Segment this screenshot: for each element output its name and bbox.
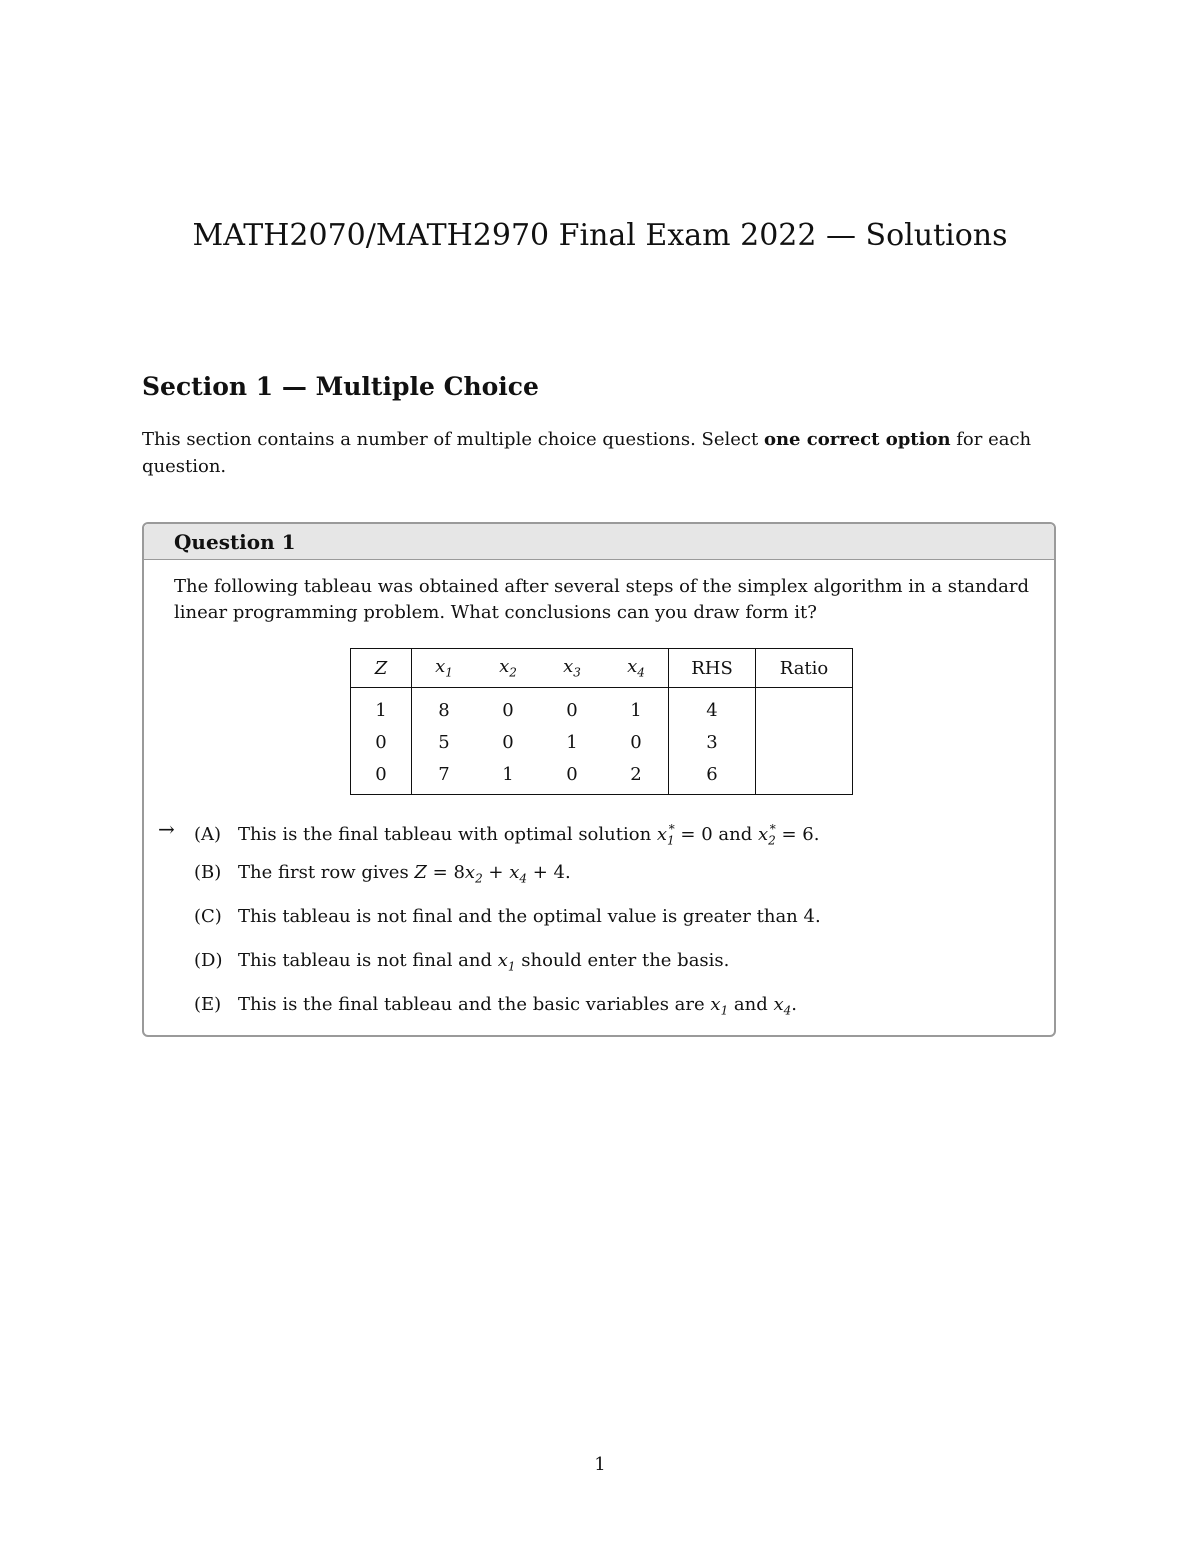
math-x4: $x_4$ — [773, 994, 792, 1018]
option-d-text-2: should enter the basis. — [515, 950, 730, 971]
table-cell: 6 — [669, 758, 756, 795]
option-b-text-4: + 4. — [527, 862, 571, 883]
table-row — [351, 726, 853, 758]
table-cell: 0 — [566, 699, 578, 721]
option-d-text: This tableau is not final and — [238, 950, 498, 971]
header-x4-text: $x_4$ — [627, 656, 645, 680]
table-cell: 1 — [566, 731, 578, 753]
question-box — [142, 522, 1056, 1037]
header-z: Z — [351, 649, 412, 688]
option-b-text-2: = 8 — [426, 862, 465, 883]
option-a-letter: (A) — [194, 824, 222, 845]
question-text: The following tableau was obtained after several steps of the simplex algorithm in a standard linear programming problem. What conclusions can you draw form it? — [174, 576, 1029, 623]
tableau-header-row — [351, 649, 853, 688]
section-title: Section 1 — Multiple Choice — [142, 372, 539, 401]
table-cell: 0 — [604, 726, 669, 758]
table-cell: 0 — [351, 726, 412, 758]
option-e-letter: (E) — [194, 994, 222, 1015]
header-x2-text: $x_2$ — [499, 656, 517, 680]
option-a-text-3: = 6. — [775, 824, 820, 845]
table-cell: 2 — [604, 758, 669, 795]
table-cell: 0 — [566, 763, 578, 785]
math-x1: $x_1$ — [710, 994, 729, 1018]
option-c-letter: (C) — [194, 906, 222, 927]
table-row — [351, 688, 853, 727]
table-cell — [756, 758, 853, 795]
section-intro — [142, 426, 1062, 480]
math-x2: $x_2$ — [464, 862, 483, 886]
option-a-text: This is the final tableau with optimal solution — [238, 824, 657, 845]
option-e[interactable] — [194, 992, 797, 1018]
header-x3-text: $x_3$ — [563, 656, 581, 680]
header-x3 — [540, 649, 604, 688]
math-z: Z — [414, 862, 427, 883]
table-cell: 0 — [502, 699, 514, 721]
option-e-text-3: . — [791, 994, 798, 1015]
table-cell: 0 — [502, 731, 514, 753]
intro-emphasis: one correct option — [763, 429, 951, 450]
table-cell: 5 — [438, 731, 450, 753]
option-b[interactable] — [194, 860, 571, 886]
option-a[interactable] — [194, 816, 820, 848]
option-a-text-2: = 0 and — [674, 824, 758, 845]
option-b-text: The first row gives — [238, 862, 415, 883]
table-cell: 7 — [438, 763, 450, 785]
option-b-text-3: + — [482, 862, 510, 883]
option-d[interactable] — [194, 948, 729, 974]
table-cell: 1 — [351, 688, 412, 727]
table-cell: 8 — [438, 699, 450, 721]
header-x4 — [604, 649, 669, 688]
table-cell: 0 — [351, 758, 412, 795]
math-x2-star: $x_2^*$ — [757, 822, 776, 848]
option-c-text: This tableau is not final and the optimal value is greater than 4. — [238, 906, 821, 927]
option-d-letter: (D) — [194, 950, 223, 971]
header-x1 — [412, 649, 477, 688]
table-cell — [756, 726, 853, 758]
correct-answer-arrow-icon: → — [158, 817, 175, 841]
document-title: MATH2070/MATH2970 Final Exam 2022 — Solutions — [192, 218, 1008, 253]
table-cell: 3 — [669, 726, 756, 758]
option-e-text: This is the final tableau and the basic variables are — [238, 994, 711, 1015]
page-number: 1 — [594, 1454, 606, 1475]
header-rhs: RHS — [669, 649, 756, 688]
table-row — [351, 758, 853, 795]
option-b-letter: (B) — [194, 862, 222, 883]
header-ratio: Ratio — [756, 649, 853, 688]
option-c[interactable] — [194, 904, 821, 930]
intro-text-end: for each question. — [142, 429, 1032, 477]
intro-text-start: This section contains a number of multiple choice questions. Select — [142, 429, 764, 450]
header-x2 — [476, 649, 540, 688]
math-x1-star: $x_1^*$ — [656, 822, 675, 848]
table-cell: 4 — [669, 688, 756, 727]
math-x1: $x_1$ — [497, 950, 516, 974]
question-header: Question 1 — [144, 524, 1054, 560]
option-e-text-2: and — [728, 994, 774, 1015]
table-cell — [756, 688, 853, 727]
simplex-tableau — [350, 648, 853, 795]
table-cell: 1 — [502, 763, 514, 785]
math-x4: $x_4$ — [509, 862, 528, 886]
header-x1-text: $x_1$ — [435, 656, 453, 680]
table-cell: 1 — [604, 688, 669, 727]
